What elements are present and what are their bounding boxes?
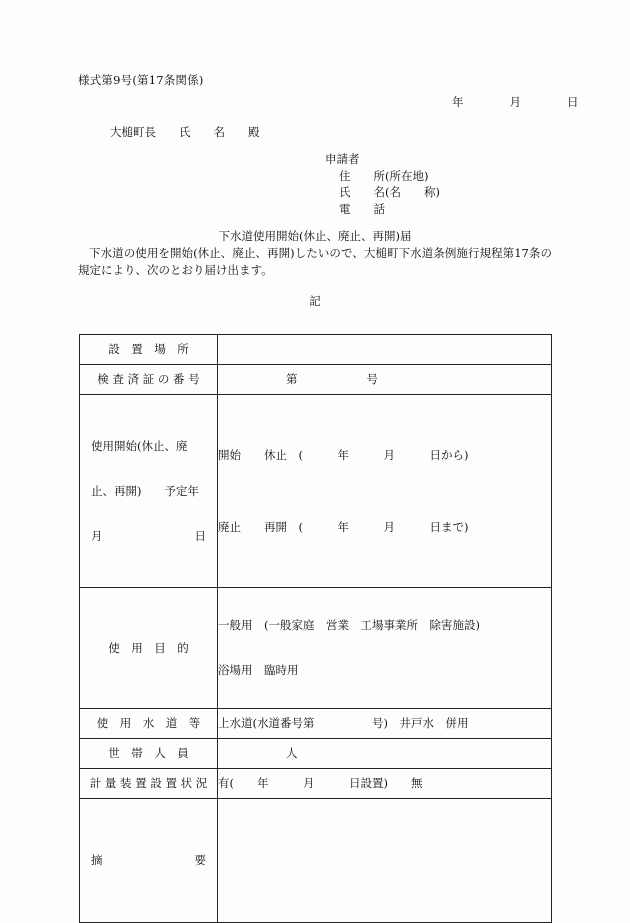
row-label-remarks: 摘 要 xyxy=(80,799,218,923)
row-label-certificate-number: 検 査 済 証 の 番 号 xyxy=(80,365,218,395)
addressee-line: 大槌町長 氏 名 殿 xyxy=(110,125,260,139)
row-value-meter-status[interactable]: 有( 年 月 日設置) 無 xyxy=(218,769,552,799)
applicant-name-label: 氏 名(名 称) xyxy=(339,185,440,199)
row-value-start-date[interactable] xyxy=(218,395,552,588)
purpose-value-line1: 一般用 (一般家庭 営業 工場事業所 除害施設) xyxy=(218,618,480,632)
page-title: 下水道使用開始(休止、廃止、再開)届 xyxy=(218,229,412,243)
applicant-block xyxy=(325,151,440,217)
applicant-phone-label: 電 話 xyxy=(339,201,385,216)
table-row xyxy=(80,588,552,709)
applicant-address-label: 住 所(所在地) xyxy=(339,168,429,183)
ki-marker: 記 xyxy=(309,294,321,308)
row-value-water-supply[interactable]: 上水道(水道番号第 号) 井戸水 併用 xyxy=(218,709,552,739)
purpose-value-line2: 浴場用 臨時用 xyxy=(218,663,299,677)
table-row xyxy=(80,395,552,588)
row-label-start-date xyxy=(80,395,218,588)
body-paragraph: 下水道の使用を開始(休止、廃止、再開)したいので、大槌町下水道条例施行規程第17条の規定により、次のとおり届け出ます。 xyxy=(78,246,552,277)
row-label-household-members: 世 帯 人 員 xyxy=(80,739,218,769)
table-row xyxy=(80,799,552,923)
table-row xyxy=(80,335,552,365)
row-value-remarks[interactable] xyxy=(218,799,552,923)
start-date-value-line1: 開始 休止 ( 年 月 日から) xyxy=(218,448,469,462)
applicant-heading: 申請者 xyxy=(325,152,360,166)
row-label-meter-status: 計 量 装 置 設 置 状 況 xyxy=(80,769,218,799)
start-date-label-line3: 月 日 xyxy=(91,528,206,543)
start-date-value-line2: 廃止 再開 ( 年 月 日まで) xyxy=(218,520,469,534)
row-label-water-supply: 使 用 水 道 等 xyxy=(80,709,218,739)
row-label-purpose: 使 用 目 的 xyxy=(80,588,218,709)
start-date-label-line2: 止、再開) 予定年 xyxy=(91,483,199,498)
row-value-household-members[interactable]: 人 xyxy=(218,739,552,769)
table-row xyxy=(80,739,552,769)
row-value-purpose[interactable] xyxy=(218,588,552,709)
start-date-label-line1: 使用開始(休止、廃 xyxy=(91,438,188,453)
table-row xyxy=(80,709,552,739)
row-value-installation-place[interactable] xyxy=(218,335,552,365)
row-value-certificate-number[interactable]: 第 号 xyxy=(218,365,552,395)
table-row xyxy=(80,769,552,799)
date-line: 年 月 日 xyxy=(452,95,579,109)
table-row xyxy=(80,365,552,395)
row-label-installation-place: 設 置 場 所 xyxy=(80,335,218,365)
form-number: 様式第9号(第17条関係) xyxy=(78,73,204,87)
application-table xyxy=(79,334,552,923)
